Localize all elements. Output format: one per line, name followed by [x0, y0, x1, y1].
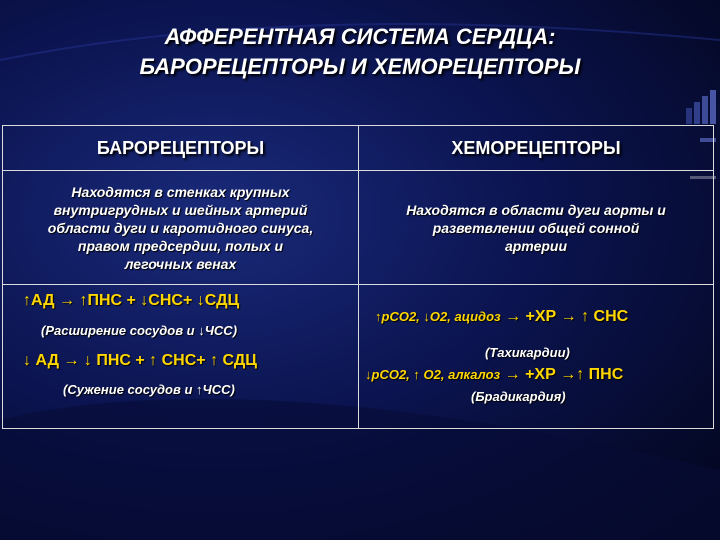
chemo-increase-note: (Тахикардии): [485, 345, 570, 360]
baro-decrease-effect: ↓ АД → ↓ ПНС + ↑ СНС+ ↑ СДЦ: [23, 352, 257, 369]
chemo-decrease-effect: [365, 366, 623, 384]
baro-location-line: области дуги и каротидного синуса,: [47, 219, 314, 236]
chemo-increase-effect: [375, 308, 628, 326]
baro-location-line: внутригрудных и шейных артерий: [53, 201, 308, 218]
baro-location-line: легочных венах: [124, 255, 237, 272]
header-chemoreceptors: ХЕМОРЕЦЕПТОРЫ: [451, 137, 621, 158]
chemo-increase-result: → +ХР → ↑ СНС: [500, 308, 629, 325]
baro-increase-note: (Расширение сосудов и ↓ЧСС): [41, 323, 238, 338]
comparison-table: [2, 125, 714, 429]
header-baroreceptors: БАРОРЕЦЕПТОРЫ: [96, 137, 265, 158]
chemo-location-line: разветвлении общей сонной: [432, 219, 640, 236]
baro-location-line: правом предсердии, полых и: [77, 237, 284, 254]
slide-title-line1: АФФЕРЕНТНАЯ СИСТЕМА СЕРДЦА:: [164, 24, 556, 49]
baro-increase-effect: ↑АД → ↑ПНС + ↓СНС+ ↓СДЦ: [23, 292, 240, 309]
chemo-location-line: артерии: [504, 237, 568, 254]
baro-location-text: [3, 171, 358, 284]
chemo-decrease-note: (Брадикардия): [471, 389, 566, 404]
chemo-increase-stimuli: ↑рСО2, ↓О2, ацидоз: [375, 309, 501, 324]
chemo-decrease-stimuli: ↓рСО2, ↑ О2, алкалоз: [365, 367, 501, 382]
row-divider-location: [3, 284, 713, 285]
chemo-location-line: Находятся в области дуги аорты и: [406, 201, 666, 218]
baro-decrease-note: (Сужение сосудов и ↑ЧСС): [63, 382, 235, 397]
baro-location-line: Находятся в стенках крупных: [71, 183, 290, 200]
chemo-decrease-result: → +ХР →↑ ПНС: [500, 366, 624, 383]
slide-title-line2: БАРОРЕЦЕПТОРЫ И ХЕМОРЕЦЕПТОРЫ: [139, 54, 581, 79]
chemo-location-text: [359, 171, 713, 284]
